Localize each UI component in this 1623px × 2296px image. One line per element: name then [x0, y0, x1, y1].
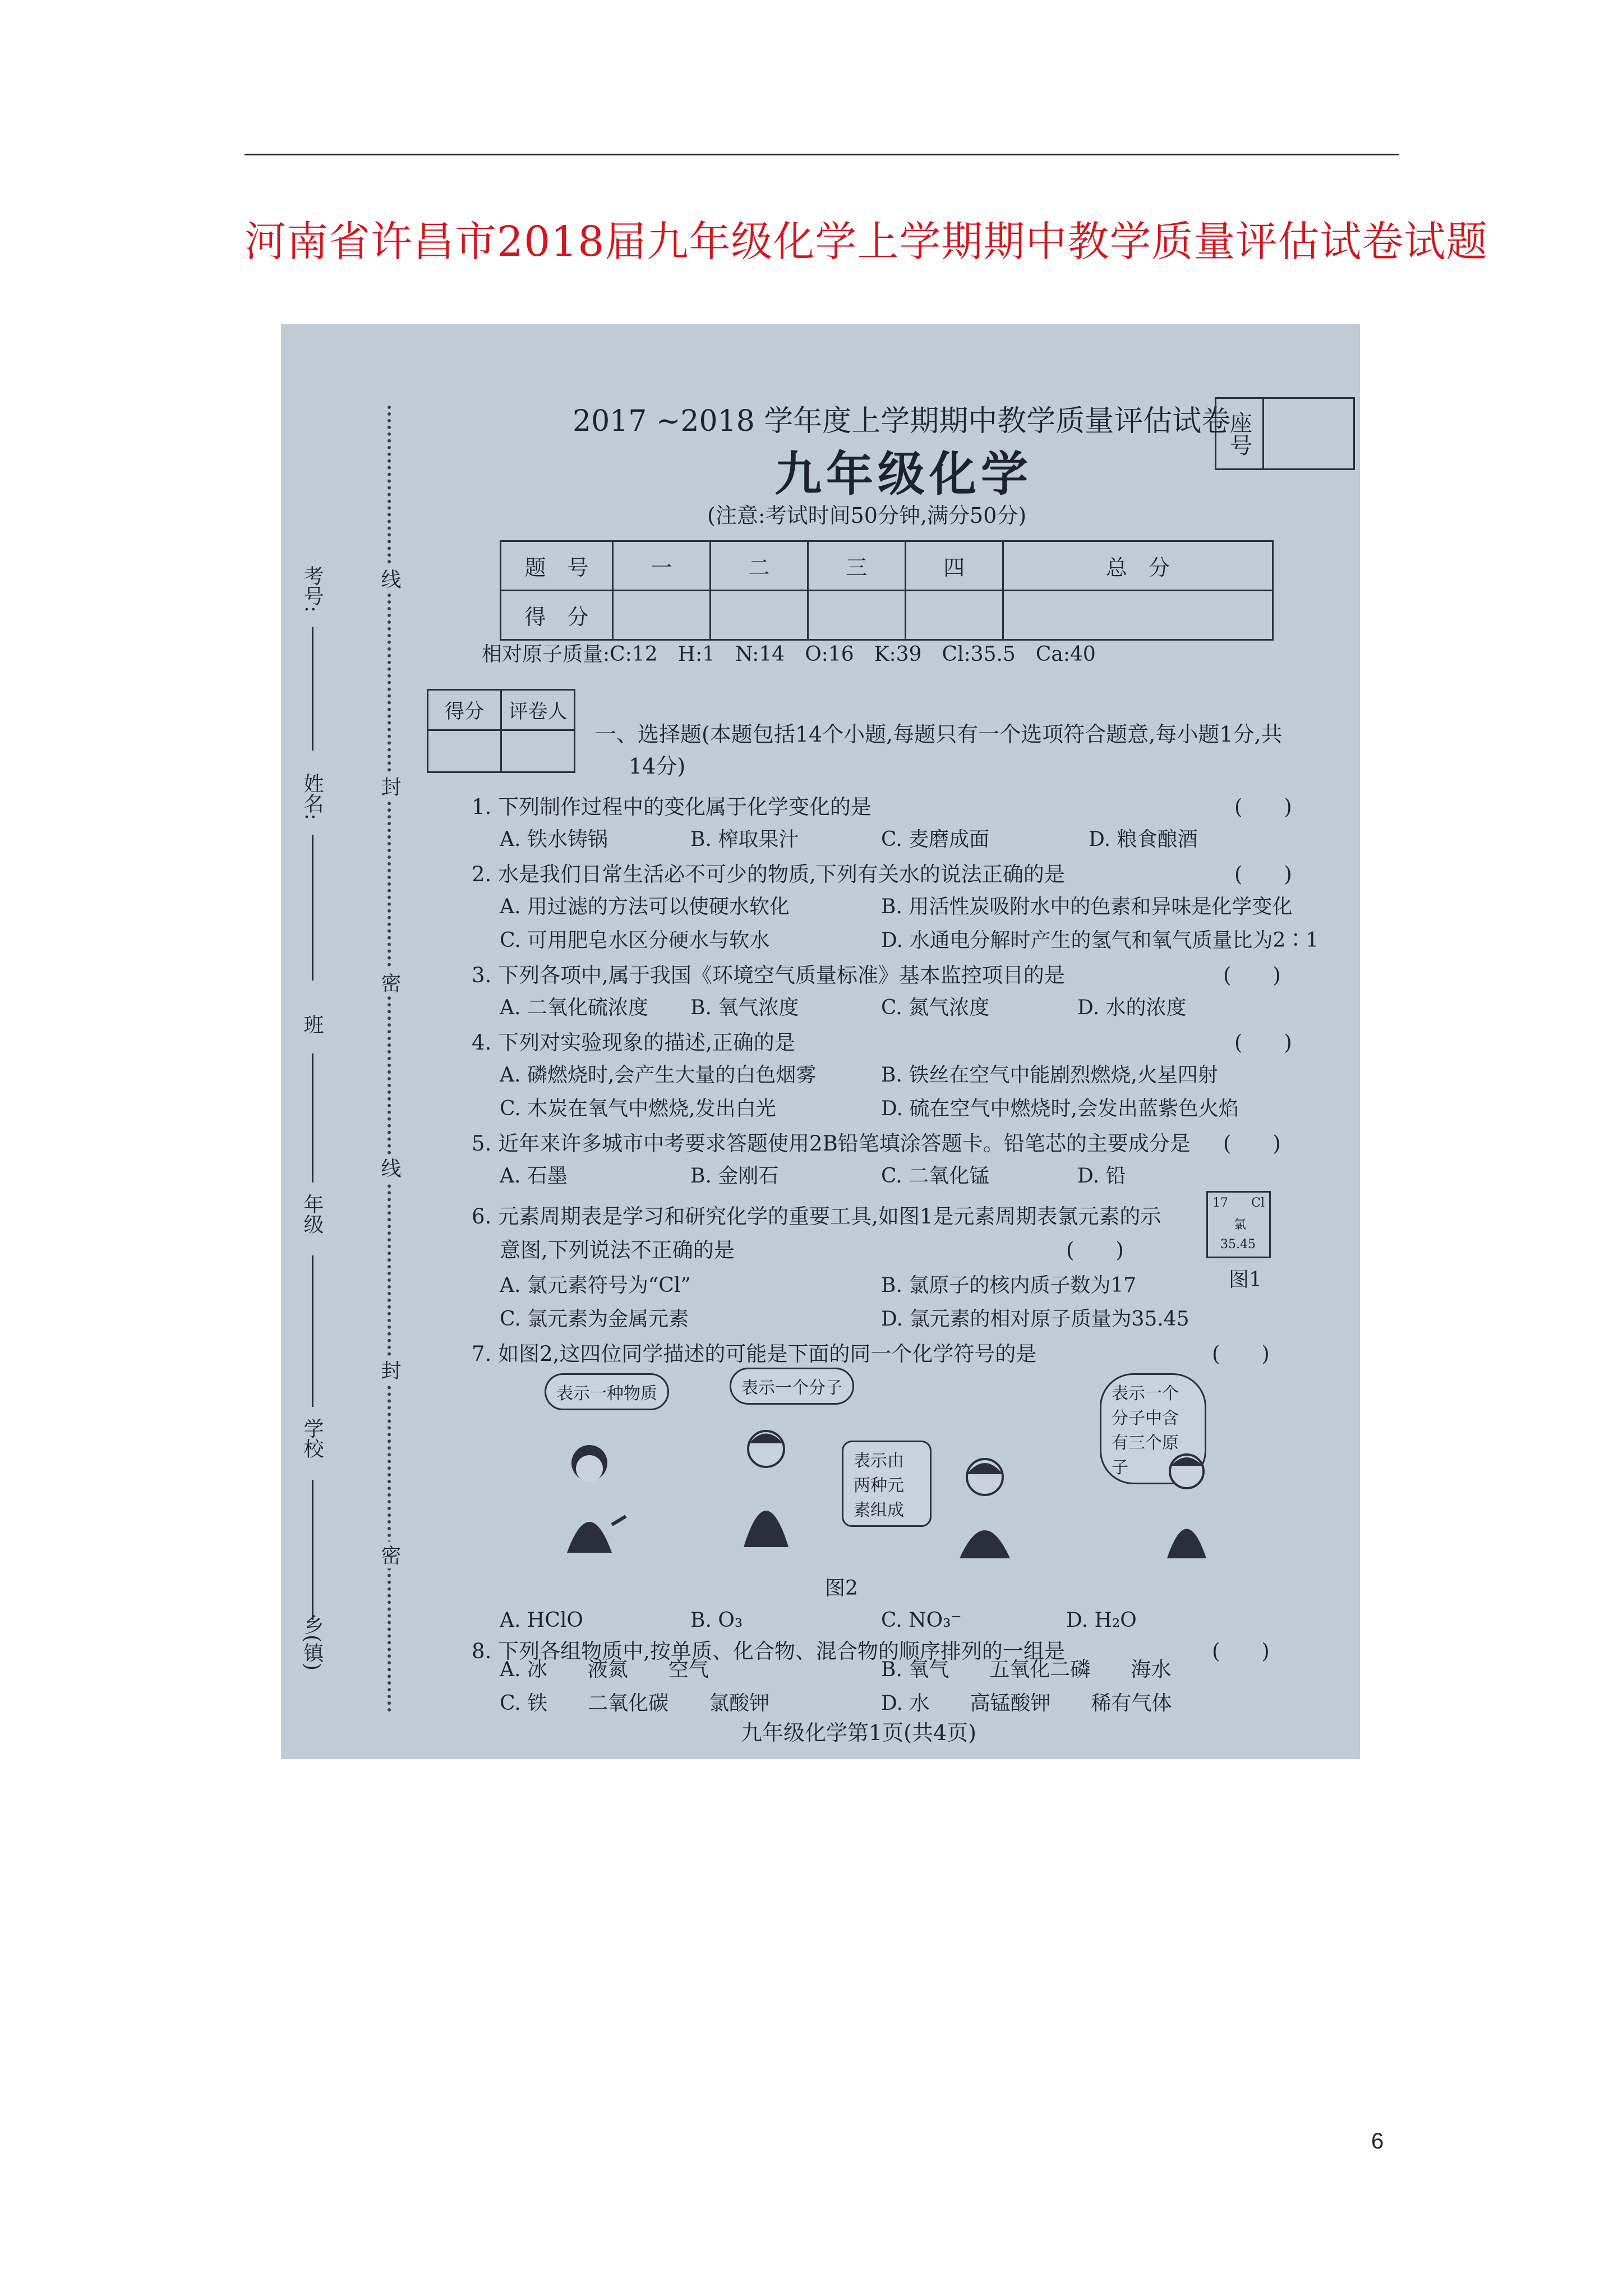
option: A. HClO [500, 1609, 583, 1632]
option: D. 硫在空气中燃烧时,会发出蓝紫色火焰 [881, 1097, 1239, 1120]
option: C. NO₃⁻ [881, 1609, 962, 1632]
option: A. 氯元素符号为“Cl” [500, 1274, 691, 1297]
option: C. 氯元素为金属元素 [500, 1308, 689, 1331]
field-class: 班 [301, 1014, 324, 1034]
answer-paren: ( ) [1223, 963, 1281, 987]
question-stem: 3. 下列各项中,属于我国《环境空气质量标准》基本监控项目的是 [472, 963, 1065, 987]
page-number: 6 [1371, 2129, 1384, 2154]
option: B. 金刚石 [690, 1165, 779, 1188]
question-stem: 2. 水是我们日常生活必不可少的物质,下列有关水的说法正确的是 [472, 862, 1065, 886]
student-girl-figure [556, 1441, 629, 1558]
field-line [312, 627, 313, 751]
option: D. 氯元素的相对原子质量为35.45 [881, 1308, 1189, 1331]
field-line [312, 1480, 313, 1620]
option: B. 榨取果汁 [690, 828, 799, 851]
answer-paren: ( ) [1234, 1030, 1292, 1055]
seat-number-box [1215, 397, 1355, 470]
element-number: 17 [1212, 1196, 1228, 1210]
student-figure [1150, 1446, 1223, 1564]
speech-bubble: 表示由两种元素组成 [842, 1441, 932, 1527]
binding-mark: 线 [375, 565, 404, 592]
binding-mark: 密 [375, 1542, 404, 1568]
option: A. 用过滤的方法可以使硬水软化 [500, 895, 790, 918]
element-mass: 35.45 [1220, 1237, 1256, 1251]
student-boy-figure [730, 1424, 803, 1553]
field-school: 学校 [301, 1418, 324, 1458]
grader-reviewer-label: 评卷人 [508, 700, 568, 723]
exam-photo [281, 324, 1360, 1759]
table-cell: 得 分 [501, 591, 613, 640]
field-exam-number: 考号: [301, 565, 324, 613]
option: C. 木炭在氧气中燃烧,发出白光 [500, 1097, 776, 1120]
answer-paren: ( ) [1234, 862, 1292, 886]
option: B. 氯原子的核内质子数为17 [881, 1274, 1137, 1297]
table-cell: 四 [905, 541, 1003, 591]
table-cell: 总 分 [1003, 541, 1272, 591]
figure1-caption: 图1 [1229, 1268, 1262, 1291]
option: C. 麦磨成面 [881, 828, 990, 851]
field-township: 乡(镇) [301, 1614, 324, 1671]
field-line [312, 1255, 313, 1407]
option: B. 氧气 五氧化二磷 海水 [881, 1658, 1172, 1681]
option: B. 铁丝在空气中能剧烈燃烧,火星四射 [881, 1064, 1218, 1087]
section-title-cont: 14分) [629, 754, 686, 779]
sheet-note: (注意:考试时间50分钟,满分50分) [707, 503, 1027, 528]
document-title: 河南省许昌市2018届九年级化学上学期期中教学质量评估试卷试题 [245, 218, 1488, 266]
answer-paren: ( ) [1212, 1342, 1270, 1366]
option: C. 铁 二氧化碳 氯酸钾 [500, 1692, 770, 1715]
field-line [312, 835, 313, 981]
binding-mark: 密 [375, 969, 404, 996]
answer-paren: ( ) [1234, 795, 1292, 819]
option: D. 水通电分解时产生的氢气和氧气质量比为2∶1 [881, 929, 1319, 952]
question-stem: 7. 如图2,这四位同学描述的可能是下面的同一个化学符号的是 [472, 1342, 1037, 1366]
binding-mark: 封 [375, 1356, 404, 1383]
table-cell [710, 591, 808, 640]
element-name: 氯 [1234, 1218, 1247, 1232]
speech-bubble: 表示一个分子中含有三个原子 [1100, 1373, 1206, 1484]
sheet-footer: 九年级化学第1页(共4页) [741, 1720, 977, 1745]
table-cell [808, 591, 905, 640]
option: D. H₂O [1066, 1609, 1137, 1632]
figure2 [545, 1368, 1251, 1570]
option: A. 石墨 [500, 1165, 568, 1188]
option: B. O₃ [690, 1609, 743, 1632]
option: C. 二氧化锰 [881, 1165, 990, 1188]
sheet-title: 九年级化学 [774, 446, 1033, 501]
answer-paren: ( ) [1223, 1131, 1281, 1156]
option: A. 二氧化硫浓度 [500, 996, 648, 1019]
table-row [501, 591, 1273, 640]
option: D. 水的浓度 [1077, 996, 1187, 1019]
grader-box [427, 689, 575, 773]
field-grade: 年级 [301, 1194, 324, 1234]
option: D. 粮食酿酒 [1089, 828, 1198, 851]
table-cell [613, 591, 711, 640]
option: A. 铁水铸锅 [500, 828, 608, 851]
question-stem: 5. 近年来许多城市中考要求答题使用2B铅笔填涂答题卡。铅笔芯的主要成分是 [472, 1131, 1191, 1156]
grader-score-label: 得分 [428, 691, 502, 729]
option: B. 氧气浓度 [690, 996, 799, 1019]
option: D. 水 高锰酸钾 稀有气体 [881, 1692, 1172, 1715]
question-stem: 1. 下列制作过程中的变化属于化学变化的是 [472, 795, 872, 819]
table-cell [905, 591, 1003, 640]
option: C. 可用肥皂水区分硬水与软水 [500, 929, 770, 952]
question-stem-cont: 意图,下列说法不正确的是 [500, 1238, 735, 1262]
student-figure [948, 1452, 1021, 1564]
section-title: 一、选择题(本题包括14个小题,每题只有一个选项符合题意,每小题1分,共 [595, 722, 1283, 747]
table-cell: 二 [710, 541, 808, 591]
answer-paren: ( ) [1066, 1238, 1124, 1262]
answer-paren: ( ) [1212, 1639, 1270, 1663]
top-rule [245, 154, 1399, 155]
figure2-caption: 图2 [825, 1577, 858, 1600]
question-stem: 6. 元素周期表是学习和研究化学的重要工具,如图1是元素周期表氯元素的示 [472, 1204, 1161, 1228]
element-symbol: Cl [1251, 1196, 1265, 1210]
option: D. 铅 [1077, 1165, 1126, 1188]
field-name: 姓名: [301, 773, 324, 821]
sheet-header: 2017 ~2018 学年度上学期期中教学质量评估试卷 [573, 404, 1231, 438]
table-cell: 一 [613, 541, 711, 591]
binding-mark: 封 [375, 773, 404, 800]
score-table [500, 540, 1274, 641]
option: A. 磷燃烧时,会产生大量的白色烟雾 [500, 1064, 817, 1087]
speech-bubble: 表示一个分子 [730, 1368, 854, 1405]
atomic-mass-line: 相对原子质量:C:12 H:1 N:14 O:16 K:39 Cl:35.5 Ca:40 [482, 643, 1096, 666]
table-cell: 题 号 [501, 541, 613, 591]
element-card-chlorine [1206, 1191, 1271, 1258]
question-stem: 4. 下列对实验现象的描述,正确的是 [472, 1030, 795, 1055]
option: A. 冰 液氮 空气 [500, 1658, 709, 1681]
speech-bubble: 表示一种物质 [545, 1373, 669, 1410]
table-cell [1003, 591, 1272, 640]
table-row [501, 541, 1273, 591]
binding-dotted-line [388, 406, 391, 1713]
option: C. 氮气浓度 [881, 996, 990, 1019]
table-cell: 三 [808, 541, 905, 591]
binding-mark: 线 [375, 1154, 404, 1181]
seat-label: 座号 [1216, 399, 1264, 468]
option: B. 用活性炭吸附水中的色素和异味是化学变化 [881, 895, 1293, 918]
field-line [312, 1053, 313, 1182]
question-stem: 8. 下列各组物质中,按单质、化合物、混合物的顺序排列的一组是 [472, 1639, 1065, 1663]
